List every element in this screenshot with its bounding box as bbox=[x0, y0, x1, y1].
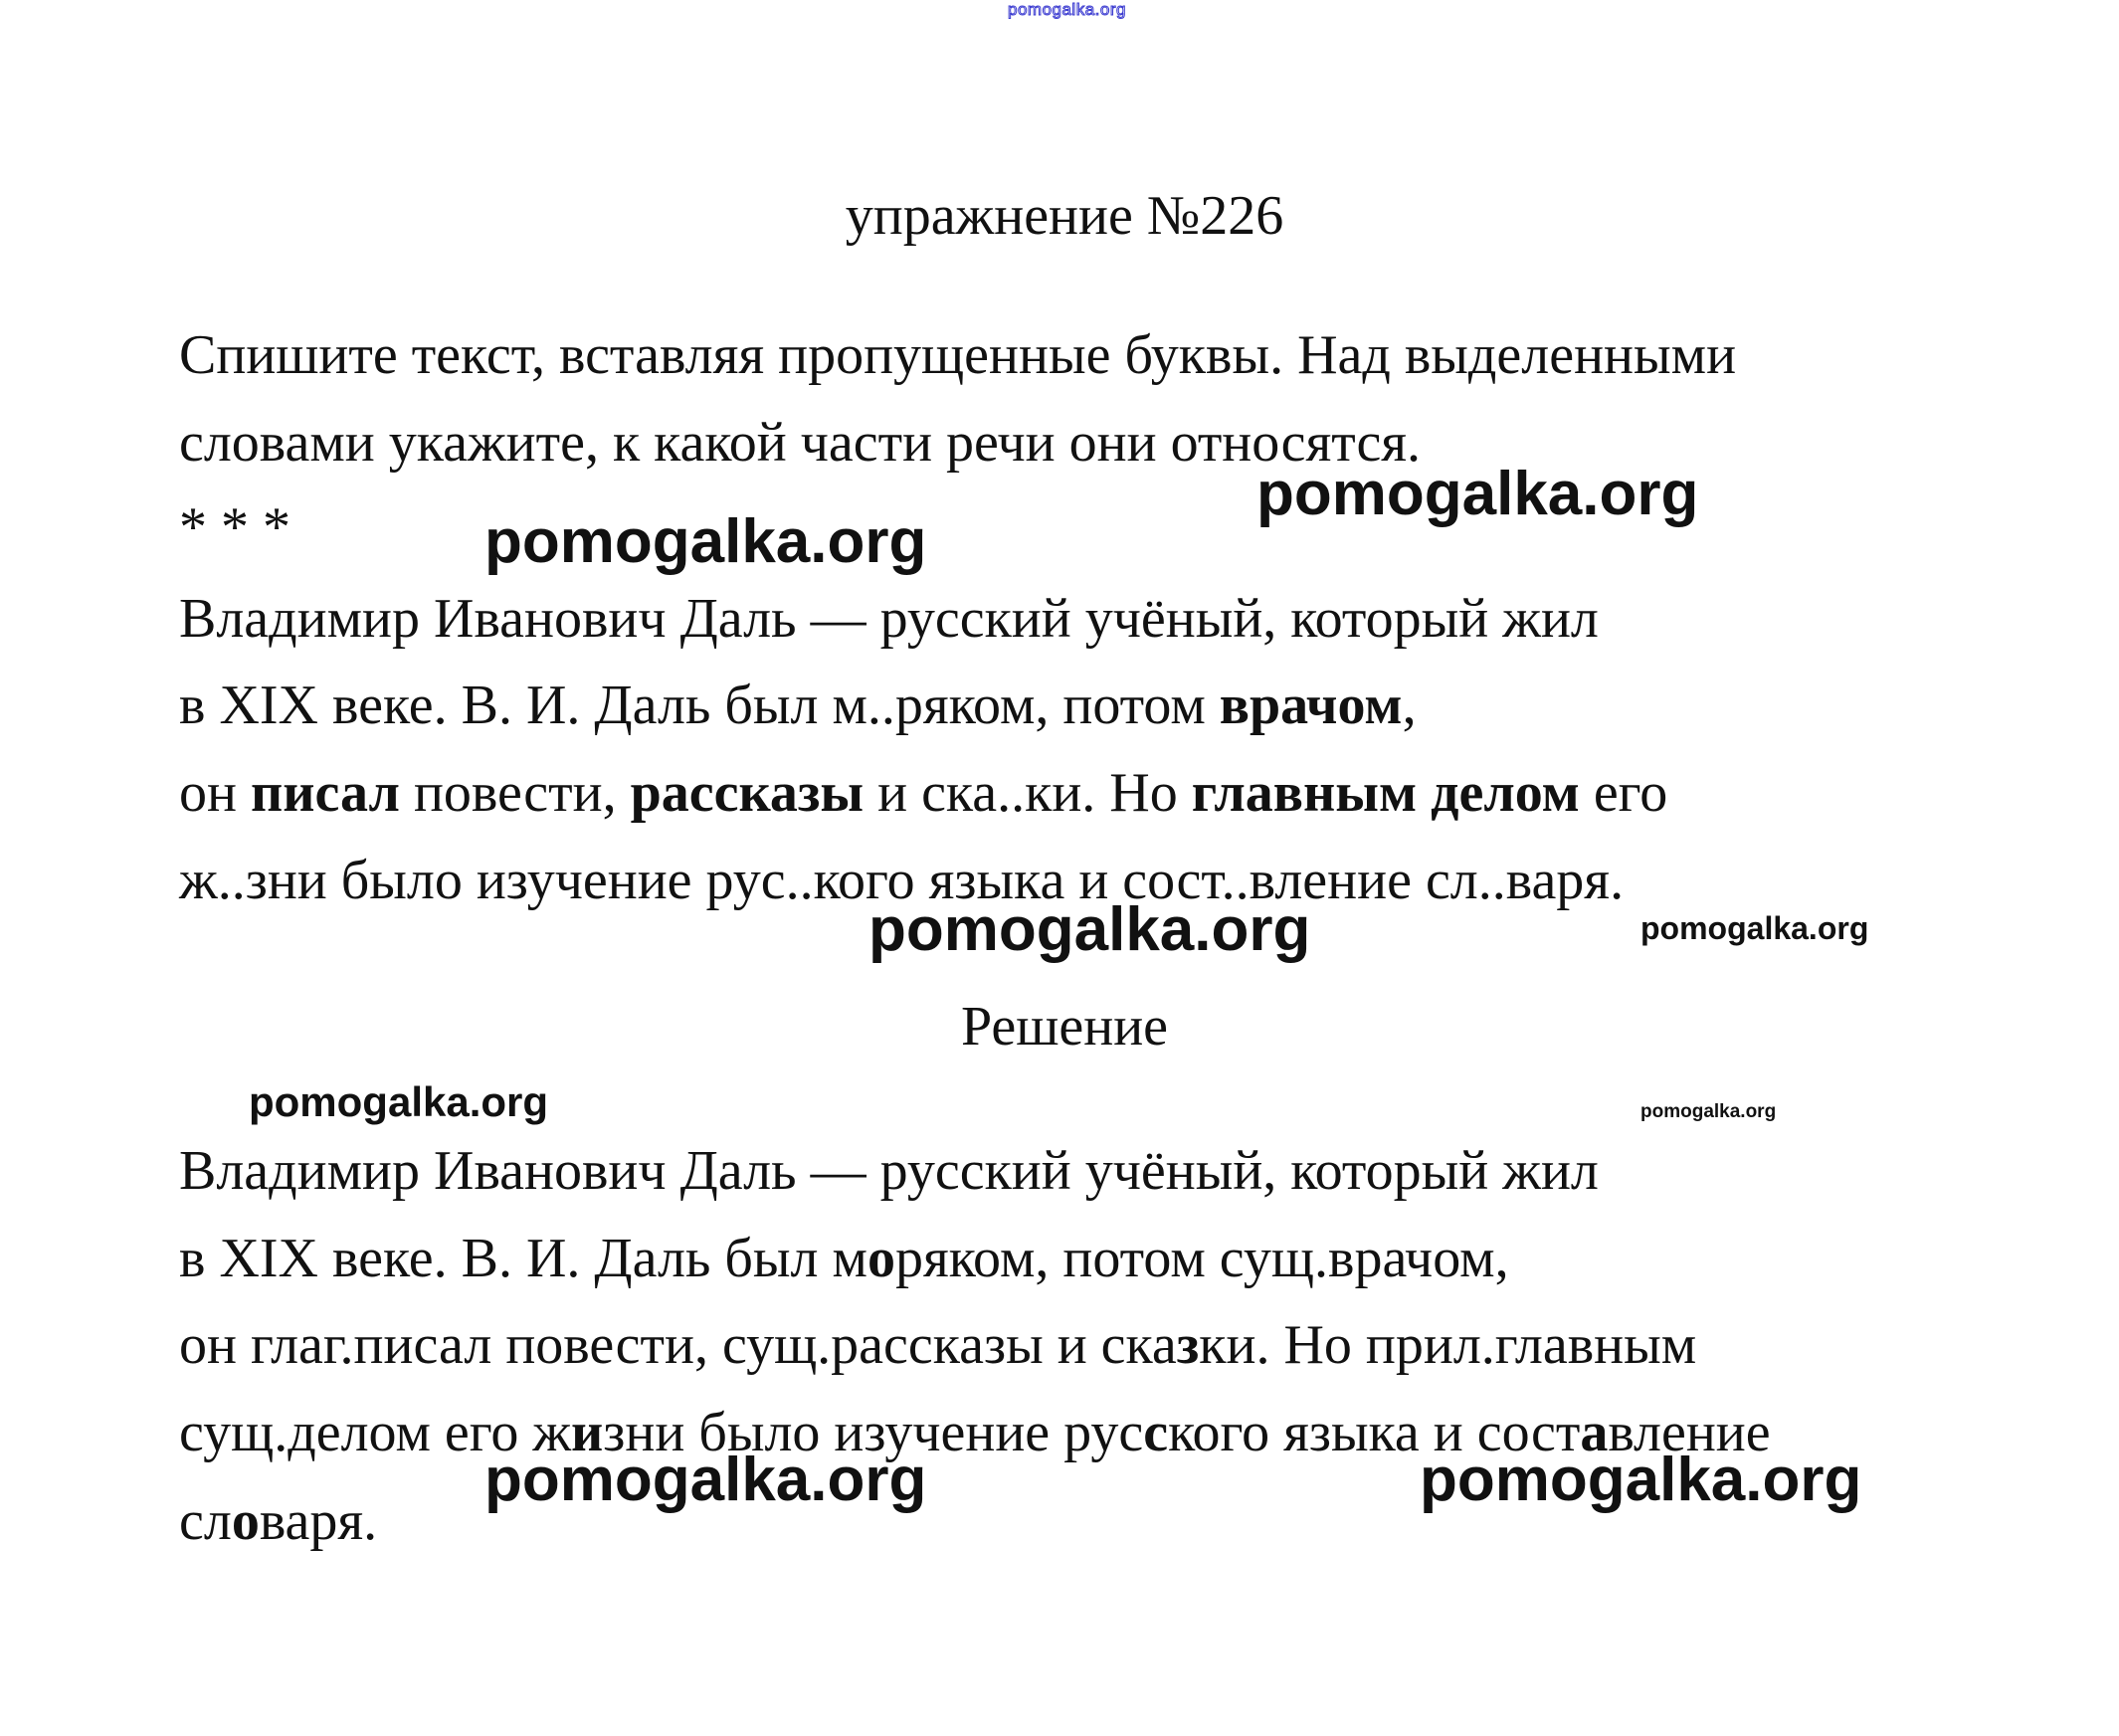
watermark: pomogalka.org bbox=[1256, 460, 1699, 528]
watermark: pomogalka.org bbox=[868, 895, 1311, 964]
text-segment: сл bbox=[179, 1490, 232, 1552]
solution-line bbox=[179, 1139, 1599, 1203]
text-segment: Владимир Иванович Даль — русский учёный, который жил bbox=[179, 1140, 1599, 1202]
watermark: pomogalka.org bbox=[1640, 1101, 1777, 1122]
solution-line bbox=[179, 1489, 377, 1553]
task-line: словами укажите, к какой части речи они относятся. bbox=[179, 412, 1422, 474]
text-segment: и ска..ки. Но bbox=[864, 762, 1192, 824]
highlighted-text: и bbox=[571, 1402, 604, 1463]
solution-line bbox=[179, 1313, 1696, 1377]
highlighted-text: о bbox=[231, 1490, 260, 1552]
highlighted-text: о bbox=[867, 1228, 895, 1289]
watermark: pomogalka.org bbox=[484, 1446, 927, 1514]
exercise-line bbox=[179, 587, 1599, 651]
text-segment: кого языка и сост bbox=[1168, 1402, 1581, 1463]
highlighted-text: рассказы bbox=[630, 762, 865, 824]
text-segment: сущ.делом его ж bbox=[179, 1402, 572, 1463]
text-segment: он bbox=[179, 762, 251, 824]
text-segment: повести, bbox=[399, 762, 631, 824]
section-stars: * * * bbox=[179, 496, 290, 558]
header-watermark: pomogalka.org bbox=[1008, 0, 1126, 19]
watermark: pomogalka.org bbox=[1420, 1446, 1862, 1514]
highlighted-text: писал bbox=[250, 762, 400, 824]
highlighted-text: главным делом bbox=[1191, 762, 1580, 824]
solution-heading: Решение bbox=[960, 996, 1169, 1058]
exercise-line bbox=[179, 761, 1667, 825]
text-segment: ж..зни было изучение рус..кого языка и сост..вление сл..варя. bbox=[179, 850, 1625, 911]
task-line: Спишите текст, вставляя пропущенные буквы. Над выделенными bbox=[179, 324, 1737, 386]
text-segment: его bbox=[1579, 762, 1668, 824]
exercise-title: упражнение №226 bbox=[845, 185, 1284, 247]
solution-line bbox=[179, 1227, 1509, 1290]
text-segment: в XIX веке. В. И. Даль был м..ряком, потом bbox=[179, 675, 1220, 736]
highlighted-text: з bbox=[1176, 1314, 1200, 1376]
watermark: pomogalka.org bbox=[484, 507, 927, 576]
text-segment: он глаг.писал повести, сущ.рассказы и ска bbox=[179, 1314, 1177, 1376]
text-segment: ки. Но прил.главным bbox=[1199, 1314, 1697, 1376]
text-segment: вление bbox=[1608, 1402, 1771, 1463]
highlighted-text: врачом bbox=[1219, 675, 1403, 736]
text-segment: Владимир Иванович Даль — русский учёный, который жил bbox=[179, 588, 1599, 650]
highlighted-text: а bbox=[1580, 1402, 1609, 1463]
text-segment: варя. bbox=[259, 1490, 378, 1552]
watermark: pomogalka.org bbox=[1640, 910, 1869, 946]
exercise-line bbox=[179, 674, 1417, 737]
highlighted-text: с bbox=[1143, 1402, 1169, 1463]
text-segment: зни было изучение рус bbox=[603, 1402, 1144, 1463]
text-segment: ряком, потом сущ.врачом, bbox=[894, 1228, 1509, 1289]
text-segment: , bbox=[1402, 675, 1417, 736]
text-segment: в XIX веке. В. И. Даль был м bbox=[179, 1228, 867, 1289]
watermark: pomogalka.org bbox=[249, 1078, 549, 1125]
